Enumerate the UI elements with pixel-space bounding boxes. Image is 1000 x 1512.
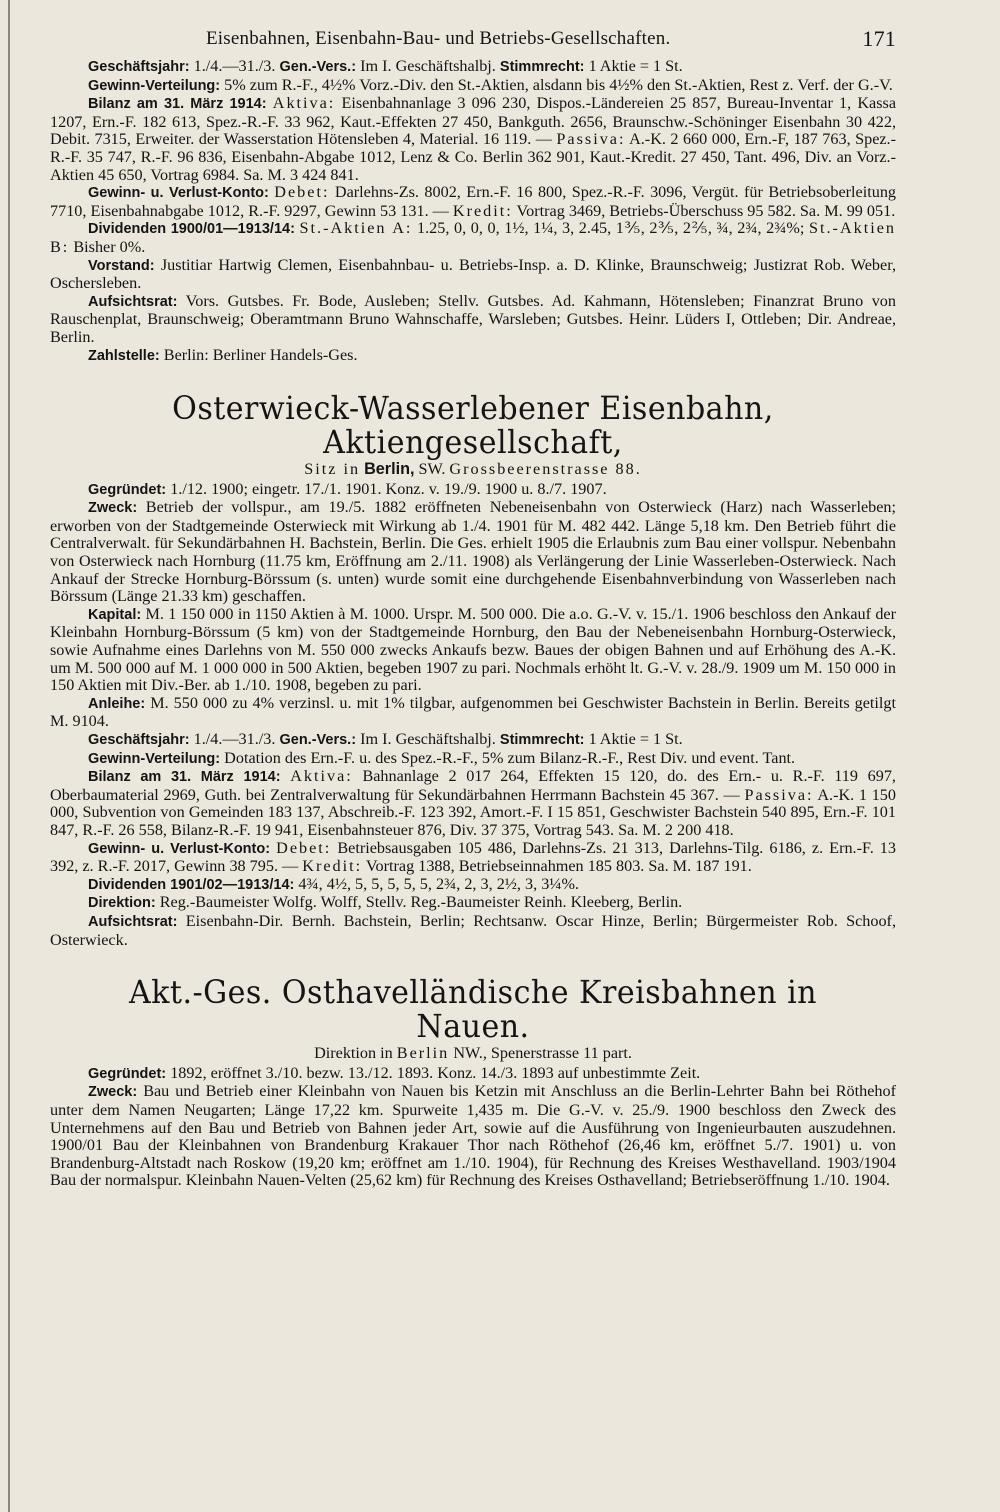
intro-business-year	[50, 58, 896, 77]
text: M. 550 000 zu 4% verzinsl. u. mit 1% tilgbar, aufgenommen bei Geschwister Bachstein in Berlin. Bereits getilgt M. 9104.	[50, 693, 897, 731]
text: Vors. Gutsbes. Fr. Bode, Ausleben; Stellv. Gutsbes. Ad. Kahmann, Hötensleben; Finanzrat Bruno von Rauschenplat, Braunschweig; Oberamtmann Bruno Wahnschaffe, Warsleben; Gutsbes. Heinr. Lüders I, Ottleben; Dir. Andreae, Berlin.	[50, 291, 896, 346]
intro-board	[50, 257, 896, 293]
section1-title: Osterwieck-Wasserlebener Eisenbahn, Aktiengesellschaft,	[172, 389, 774, 462]
text: Vortrag 3469, Betriebs-Überschuss 95 582. Sa. M. 99 051.	[516, 201, 896, 220]
section1-balance-sheet	[50, 768, 896, 839]
spaced-label: Passiva:	[556, 130, 626, 149]
text: Dotation des Ern.-F. u. des Spez.-R.-F., 5% zum Bilanz-R.-F., Rest Div. und event. Tant.	[224, 748, 796, 767]
page-number: 171	[862, 26, 896, 51]
section2-purpose	[50, 1083, 896, 1190]
text: A.-K. 2 660 000, Ern.-F, 187 763, Spez.-R.-F. 35 747, R.-F. 96 836, Eisenbahn-Abgabe 1012, Lenz & Co. Berlin 362 901, Kaut.-Kredit. 27 450, Tant. 496, Div. an Vorz.-Aktien 45 650, Vortrag 6984. Sa. M. 3 424 841.	[50, 130, 896, 184]
label: Gegründet:	[88, 481, 167, 498]
section1-business-year	[50, 731, 896, 750]
document-body	[50, 58, 896, 1190]
text: Sitz in	[304, 460, 361, 479]
spaced-label: Passiva:	[744, 785, 814, 804]
intro-supervisory-board	[50, 293, 896, 347]
text: Berlin: Berliner Handels-Ges.	[163, 345, 358, 364]
label: Gewinn- u. Verlust-Konto:	[88, 185, 269, 202]
page-header	[50, 20, 896, 58]
spaced-label: St.-Aktien A:	[299, 219, 413, 238]
text: Grossbeerenstrasse 88.	[449, 460, 642, 479]
section1-dividends	[50, 876, 896, 895]
section1-profit-loss	[50, 840, 896, 876]
page-edge-rule	[8, 0, 10, 1512]
label: Geschäftsjahr:	[88, 59, 190, 75]
spaced-label: Aktiva:	[272, 94, 336, 113]
text: 1892, eröffnet 3./10. bezw. 13./12. 1893. Konz. 14./3. 1893 auf unbestimmte Zeit.	[170, 1063, 701, 1082]
text: Bisher 0%.	[73, 237, 146, 256]
label: Dividenden 1901/02—1913/14:	[88, 876, 295, 893]
section1-profit-distribution	[50, 750, 896, 769]
intro-dividends	[50, 220, 896, 256]
section2-title: Akt.-Ges. Osthavelländische Kreisbahnen in Nauen.	[129, 973, 817, 1046]
text: 1 Aktie = 1 St.	[588, 730, 683, 748]
text: Darlehns-Zs. 8002, Ern.-F. 16 800, Spez.-R.-F. 3096, Vergüt. für Betriebsoberleitung 7710, Eisenbahnabgabe 1012, R.-F. 9297, Gewinn 53 131. —	[50, 183, 897, 220]
text: Im I. Geschäftshalbj.	[360, 57, 496, 75]
city: Berlin	[396, 1044, 450, 1063]
intro-profit-loss	[50, 184, 896, 220]
label: Gen.-Vers.:	[279, 59, 357, 75]
text: 1./4.—31./3.	[193, 57, 276, 75]
section2-founded	[50, 1065, 896, 1084]
text: 4¾, 4½, 5, 5, 5, 5, 5, 2¾, 2, 3, 2½, 3, 3¼%.	[298, 874, 579, 893]
text: 1./12. 1900; eingetr. 17./1. 1901. Konz. v. 19./9. 1900 u. 8./7. 1907.	[170, 479, 607, 498]
section1-capital	[50, 606, 896, 695]
spaced-label: Debet:	[274, 183, 330, 202]
text: 1.25, 0, 0, 0, 1½, 1¼, 3, 2.45, 1⅗, 2⅗, 2⅖, ¾, 2¾, 2¾%;	[417, 219, 805, 238]
section1-supervisory-board	[50, 913, 896, 949]
text: Bau und Betrieb einer Kleinbahn von Nauen bis Ketzin mit Anschluss an die Berlin-Lehrter Bahn bei Röthehof unter dem Namen Neugarten; Länge 17,22 km. Spurweite 1,435 m. Die G.-V. v. 25./9. 1900 beschloss den Zweck des Unternehmens auf den Bau und Betrieb von Bahnen jeder Art, sowie auf die Ausführung von Ingenieurbauten auszudehnen. 1900/01 Bau der Kleinbahnen von Brandenburg Krakauer Thor nach Röthehof (26,46 km, eröffnet 5./7. 1901) u. von Brandenburg-Altstadt nach Roskow (19,20 km; eröffnet am 1./10. 1904), für Rechnung des Kreises Westhavelland. 1903/1904 Bau der normalspur. Kleinbahn Nauen-Velten (25,62 km) für Rechnung des Kreises Osthavelland; Betriebseröffnung 1./10. 1904.	[50, 1082, 896, 1190]
intro-paying-agent	[50, 347, 896, 366]
intro-balance-sheet	[50, 95, 896, 184]
running-title: Eisenbahnen, Eisenbahn-Bau- und Betriebs-Gesellschaften.	[206, 28, 671, 49]
section1-purpose	[50, 499, 896, 606]
spaced-label: Kredit:	[302, 857, 363, 876]
label: Aufsichtsrat:	[88, 913, 178, 930]
text: Eisenbahn-Dir. Bernh. Bachstein, Berlin; Rechtsanw. Oscar Hinze, Berlin; Bürgermeister Rob. Schoof, Osterwieck.	[50, 911, 896, 949]
text: M. 1 150 000 in 1150 Aktien à M. 1000. Urspr. M. 500 000. Die a.o. G.-V. v. 15./1. 1906 beschloss den Ankauf der Kleinbahn Hornburg-Börssum (5 km) von der Stadtgemeinde Hornburg, den Bau der Nebeneisenbahn Hornburg-Osterwieck, sowie Aufnahme eines Darlehns von M. 550 000 zwecks Ankaufs bezw. Baues der obigen Bahnen und auf Erhöhung des A.-K. um M. 500 000 auf M. 1 000 000 in 500 Aktien, begeben 1907 zu pari. Nochmals erhöht lt. G.-V. v. 28./9. 1909 um M. 150 000 in 150 Aktien mit Div.-Ber. ab 1./10. 1908, begeben zu pari.	[50, 604, 896, 695]
text: 1 Aktie = 1 St.	[588, 57, 683, 75]
label: Dividenden 1900/01—1913/14:	[88, 221, 295, 238]
intro-profit-distribution	[50, 77, 896, 96]
section1-loan	[50, 695, 896, 731]
label: Gen.-Vers.:	[279, 732, 357, 748]
label: Direktion:	[88, 895, 156, 912]
label: Geschäftsjahr:	[88, 732, 190, 748]
text: Im I. Geschäftshalbj.	[360, 730, 496, 748]
label: Bilanz am 31. März 1914:	[88, 96, 267, 113]
label: Stimmrecht:	[499, 732, 585, 748]
text: Vortrag 1388, Betriebseinnahmen 185 803. Sa. M. 187 191.	[365, 857, 752, 876]
section1-founded	[50, 481, 896, 500]
city: Berlin,	[364, 460, 415, 479]
label: Stimmrecht:	[499, 59, 585, 75]
label: Gewinn-Verteilung:	[88, 750, 221, 767]
label: Aufsichtsrat:	[88, 293, 178, 310]
spaced-label: St.-Aktien B:	[50, 219, 896, 256]
text: Betrieb der vollspur., am 19./5. 1882 eröffneten Nebeneisenbahn von Osterwieck (Harz) nach Wasserleben; erworben von der Stadtgemeinde Osterwieck mit Wirkung ab 1./4. 1901 für M. 482 442. Länge 5,18 km. Den Betrieb führt die Centralverwalt. für Sekundärbahnen H. Bachstein, Berlin. Die Ges. erhielt 1905 die Erlaubnis zum Bau einer vollspur. Nebenbahn von Osterwieck nach Hornburg (11.75 km, Eröffnung am 2./11. 1908) als Verlängerung der Linie Wasserleben-Osterwieck. Nach Ankauf der Strecke Hornburg-Börssum (s. unten) wurde somit eine durchgehende Eisenbahnverbindung von Wasserleben nach Börssum (Länge 21.33 km) geschaffen.	[50, 498, 896, 606]
section1-direction	[50, 894, 896, 913]
text: Bahnanlage 2 017 264, Effekten 15 120, do. des Ern.- u. R.-F. 119 697, Oberbaumaterial 2969, Guth. bei Zentralverwaltung für Sekundärbahnen Herrmann Bachstein 45 367. —	[50, 767, 896, 804]
label: Zweck:	[88, 1084, 138, 1101]
spaced-label: Aktiva:	[290, 767, 353, 786]
section2-direction-address	[50, 1045, 896, 1063]
text: A.-K. 1 150 000, Subvention von Gemeinden 183 137, Abschreib.-F. 123 392, Amort.-F. I 15 851, Geschwister Bachstein 540 895, Ern.-F. 101 847, R.-F. 26 558, Bilanz-R.-F. 19 941, Eisenbahnsteuer 876, Div. 37 375, Vortrag 543. Sa. M. 2 200 418.	[50, 785, 896, 839]
text: SW.	[418, 460, 446, 479]
label: Gewinn-Verteilung:	[88, 77, 221, 94]
label: Kapital:	[88, 606, 142, 623]
label: Anleihe:	[88, 695, 146, 712]
text: 1./4.—31./3.	[193, 730, 276, 748]
label: Bilanz am 31. März 1914:	[88, 769, 281, 786]
text: NW., Spenerstrasse 11 part.	[453, 1044, 632, 1063]
label: Vorstand:	[88, 257, 155, 274]
spaced-label: Kredit:	[452, 201, 513, 220]
text: Betriebsausgaben 105 486, Darlehns-Zs. 21 313, Darlehns-Tilg. 6186, z. Ern.-F. 13 392, z. R.-F. 2017, Gewinn 38 795. —	[50, 838, 896, 876]
label: Gegründet:	[88, 1065, 167, 1082]
text: Reg.-Baumeister Wolfg. Wolff, Stellv. Reg.-Baumeister Reinh. Kleeberg, Berlin.	[159, 893, 683, 912]
text: Eisenbahnanlage 3 096 230, Dispos.-Ländereien 25 857, Bureau-Inventar 1, Kassa 1207, Ern.-F. 182 613, Spez.-R.-F. 33 962, Kaut.-Effekten 27 450, Bankguth. 2656, Braunschw.-Schöninger Eisenbahn 30 422, Debit. 7315, Erweiter. der Wasserstation Hötensleben 4, Material. 16 119. —	[50, 94, 897, 149]
label: Zahlstelle:	[88, 347, 160, 364]
section1-seat	[50, 461, 896, 479]
text: 5% zum R.-F., 4½% Vorz.-Div. den St.-Aktien, alsdann bis 4½% den St.-Aktien, Rest z. Verf. der G.-V.	[224, 75, 893, 94]
label: Zweck:	[88, 500, 138, 517]
spaced-label: Debet:	[276, 838, 332, 857]
text: Justitiar Hartwig Clemen, Eisenbahnbau- u. Betriebs-Insp. a. D. Klinke, Braunschweig; Justizrat Rob. Weber, Oschersleben.	[50, 255, 896, 293]
text: Direktion in	[314, 1044, 393, 1063]
label: Gewinn- u. Verlust-Konto:	[88, 840, 271, 857]
